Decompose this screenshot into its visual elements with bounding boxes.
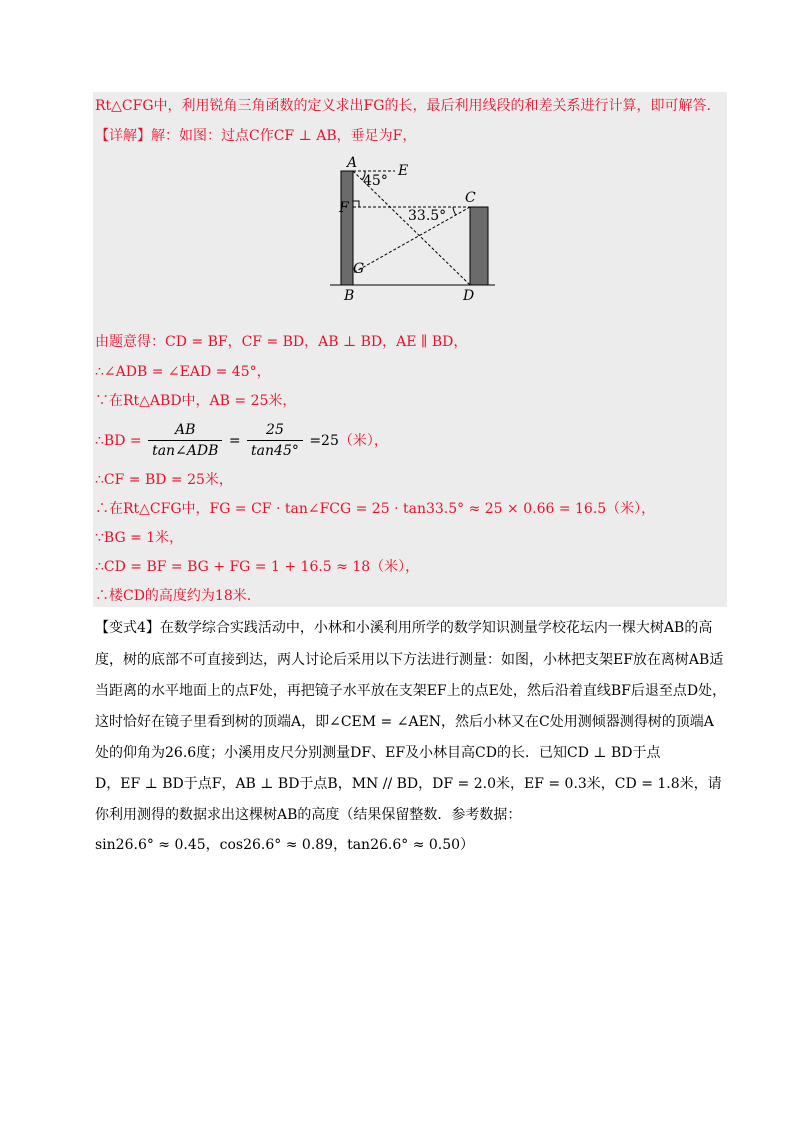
variant-line-7: 你利用测得的数据求出这棵树AB的高度（结果保留整数．参考数据： [95,807,522,823]
detail-tag: 【详解】 [95,128,151,144]
variant-line-8: sin26.6° ≈ 0.45，cos26.6° ≈ 0.89，tan26.6° ≈ 0.50） [95,837,475,853]
variant-line-5: 处的仰角为26.6度；小溪用皮尺分别测量DF、EF及小林目高CD的长．已知CD ⊥ BD于点 [95,745,661,761]
step-5: ∴CF = BD = 25米， [95,472,233,488]
step-8: ∴CD = BF = BG + FG = 1 + 16.5 ≈ 18（米）， [95,559,420,575]
angle-arc-335 [453,207,456,215]
label-b: B [344,288,355,304]
analysis-line: Rt△CFG中，利用锐角三角函数的定义求出FG的长，最后利用线段的和差关系进行计算，即可解答. [95,98,711,114]
geometry-figure [325,155,505,305]
variant-line-6: D，EF ⊥ BD于点F，AB ⊥ BD于点B，MN // BD，DF = 2.0米，EF = 0.3米，CD = 1.8米，请 [95,776,722,792]
variant-tag: 【变式4】 [95,620,160,636]
label-f: F [339,200,349,216]
label-c: C [465,190,476,206]
label-g: G [353,261,365,277]
variant-line-2: 度，树的底部不可直接到达，两人讨论后采用以下方法进行测量：如图，小林把支架EF放在离树AB适 [95,652,724,668]
step-9: ∴楼CD的高度约为18米. [95,588,252,604]
step-3: ∵在Rt△ABD中，AB = 25米， [95,393,297,409]
label-d: D [463,288,475,304]
angle-335-label: 33.5° [408,208,447,224]
right-angle-mark [353,201,359,207]
label-e: E [398,163,409,179]
detail-text: 解：如图：过点C作CF ⊥ AB，垂足为F， [151,128,417,144]
label-a: A [347,155,358,171]
angle-45-label: 45° [363,173,388,189]
step-4: ∴BD = $\frac{AB}{\text{tan∠ADB}}$ = $\frac{25}{\tan 45^\circ}$ =25（米）， [95,422,388,459]
variant-line-3: 当距离的水平地面上的点F处，再把镜子水平放在支架EF上的点E处，然后沿着直线BF后退至点D处， [95,683,727,699]
variant-line-4: 这时恰好在镜子里看到树的顶端A，即∠CEM = ∠AEN，然后小林又在C处用测倾器测得树的顶端A [95,714,714,730]
building-ab [341,171,353,285]
fraction-25-tan45: $\frac{25}{\tan 45^\circ}$ [247,420,303,461]
variant-line-1: 【变式4】在数学综合实践活动中，小林和小溪利用所学的数学知识测量学校花坛内一棵大树AB的高 [95,620,713,636]
step-2: ∴∠ADB = ∠EAD = 45°， [95,364,271,380]
step-7: ∵BG = 1米， [95,530,184,546]
detail-line [95,126,416,146]
step-1: 由题意得：CD = BF，CF = BD，AB ⊥ BD，AE ∥ BD， [95,334,468,350]
fraction-ab-tan: $\frac{AB}{\text{tan∠ADB}}$ [148,420,222,461]
building-cd [470,207,488,285]
step-6: ∴在Rt△CFG中，FG = CF · tan∠FCG = 25 · tan33.5° ≈ 25 × 0.66 = 16.5（米）， [95,501,656,517]
